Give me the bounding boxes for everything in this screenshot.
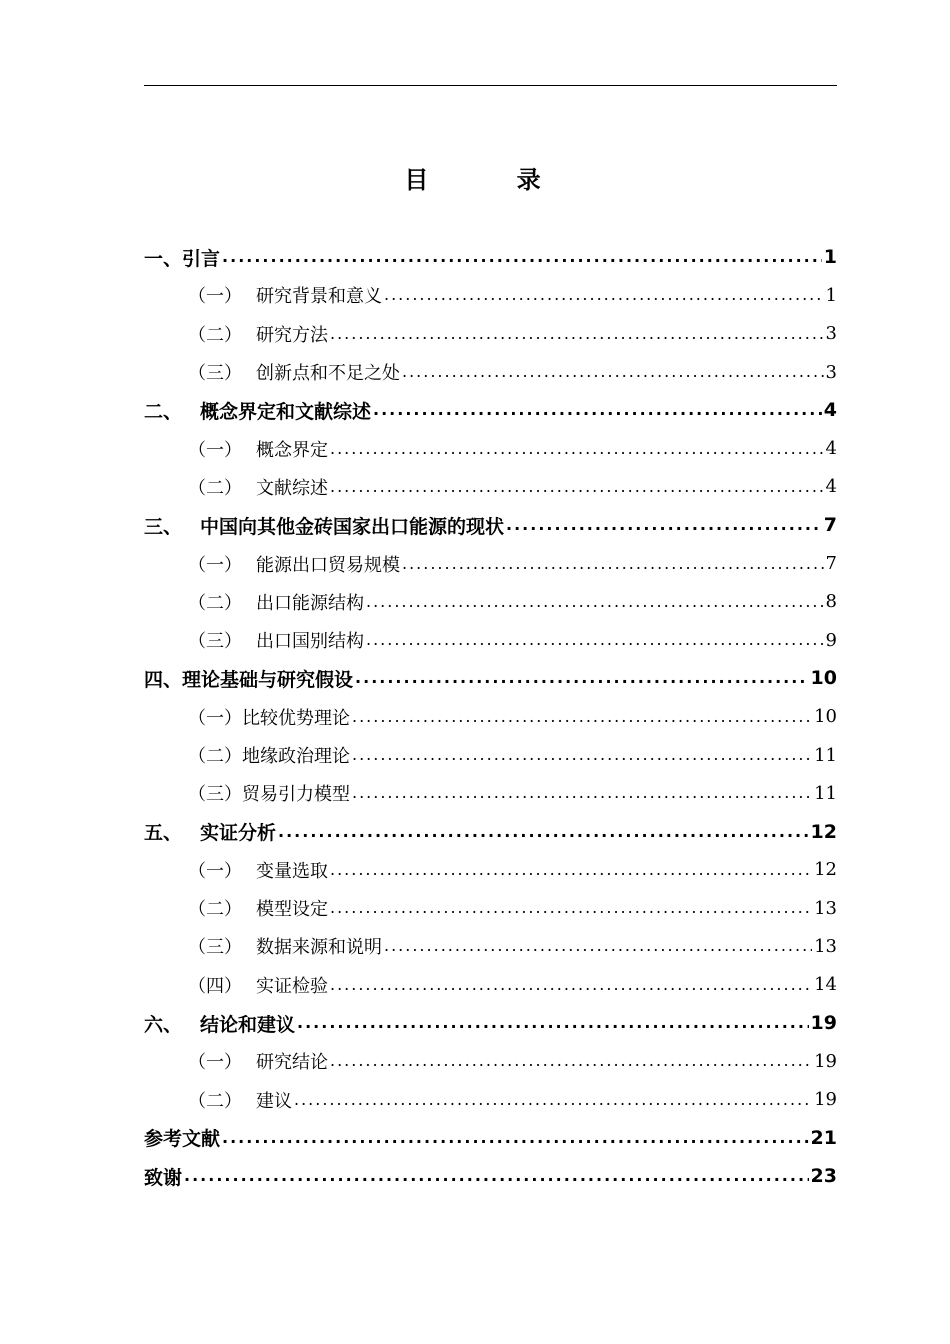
- toc-section-entry[interactable]: [144, 276, 837, 314]
- toc-entry-label: [188, 780, 350, 806]
- dot-leader: [355, 670, 809, 686]
- toc-section-entry[interactable]: [144, 1042, 837, 1080]
- toc-entry-number: （二）: [188, 477, 242, 499]
- dot-leader: [373, 402, 822, 418]
- toc-page-number: 4: [825, 476, 837, 498]
- toc-entry-number: 一、: [144, 247, 183, 270]
- toc-entry-text: 贸易引力模型: [242, 784, 350, 806]
- toc-entry-label: [188, 359, 400, 385]
- toc-entry-number: （二）: [188, 1090, 242, 1112]
- toc-entry-text: 引言: [182, 247, 221, 270]
- dot-leader: [352, 747, 812, 763]
- toc-entry-number: （二）: [188, 746, 242, 767]
- toc-page-number: 1: [823, 246, 837, 269]
- toc-entry-label: [188, 321, 328, 347]
- toc-entry-label: [144, 1010, 295, 1037]
- toc-entry-label: [144, 512, 504, 539]
- dot-leader: [352, 785, 812, 801]
- toc-chapter-entry[interactable]: [144, 1004, 837, 1042]
- toc-entry-number: （一）: [188, 554, 242, 576]
- toc-section-entry[interactable]: [144, 429, 837, 467]
- toc-entry-text: 创新点和不足之处: [256, 363, 400, 385]
- toc-entry-number: 五、: [144, 822, 183, 845]
- toc-section-entry[interactable]: [144, 774, 837, 812]
- toc-entry-number: 二、: [144, 400, 183, 423]
- toc-entry-label: [144, 1124, 220, 1151]
- toc-entry-label: [188, 474, 328, 500]
- toc-entry-number: （一）: [188, 286, 242, 308]
- toc-section-entry[interactable]: [144, 736, 837, 774]
- toc-page-number: 8: [825, 591, 837, 613]
- toc-entry-text: 研究背景和意义: [256, 286, 382, 308]
- toc-entry-text: 研究方法: [256, 324, 328, 346]
- toc-section-entry[interactable]: [144, 889, 837, 927]
- toc-entry-text: 数据来源和说明: [256, 937, 382, 959]
- toc-entry-text: 出口能源结构: [256, 592, 364, 614]
- toc-section-entry[interactable]: [144, 583, 837, 621]
- toc-page-number: 3: [825, 323, 837, 345]
- toc-section-entry[interactable]: [144, 1081, 837, 1119]
- dot-leader: [297, 1015, 809, 1031]
- toc-page-number: 19: [814, 1089, 837, 1111]
- toc-entry-label: [188, 589, 364, 615]
- toc-section-entry[interactable]: [144, 468, 837, 506]
- toc-entry-number: （三）: [188, 937, 242, 959]
- toc-entry-label: [188, 704, 350, 730]
- toc-entry-label: [188, 1087, 292, 1113]
- toc-entry-number: 三、: [144, 515, 183, 538]
- toc-entry-text: 出口国别结构: [256, 631, 364, 653]
- toc-entry-label: [188, 282, 382, 308]
- toc-entry-text: 理论基础与研究假设: [182, 668, 354, 691]
- toc-section-entry[interactable]: [144, 621, 837, 659]
- toc-entry-number: （二）: [188, 899, 242, 921]
- toc-entry-label: [144, 244, 220, 271]
- toc-entry-number: （一）: [188, 1052, 242, 1074]
- toc-entry-label: [188, 933, 382, 959]
- toc-section-entry[interactable]: [144, 698, 837, 736]
- dot-leader: [402, 556, 824, 572]
- toc-chapter-entry[interactable]: [144, 506, 837, 544]
- dot-leader: [402, 364, 824, 380]
- toc-page-number: 12: [814, 859, 837, 881]
- toc-page-number: 12: [810, 820, 837, 843]
- toc-entry-text: 参考文献: [144, 1128, 221, 1151]
- toc-entry-label: [144, 665, 353, 692]
- dot-leader: [384, 938, 812, 954]
- toc-page-number: 14: [814, 974, 837, 996]
- toc-entry-number: （三）: [188, 363, 242, 385]
- dot-leader: [330, 1053, 812, 1069]
- toc-section-entry[interactable]: [144, 927, 837, 965]
- toc-chapter-entry[interactable]: [144, 1119, 837, 1157]
- toc-entry-number: （二）: [188, 324, 242, 346]
- toc-entry-text: 地缘政治理论: [242, 746, 350, 767]
- header-rule: [144, 85, 837, 86]
- dot-leader: [366, 632, 824, 648]
- toc-page-number: 19: [810, 1012, 837, 1035]
- toc-section-entry[interactable]: [144, 851, 837, 889]
- dot-leader: [222, 249, 822, 265]
- dot-leader: [330, 977, 812, 993]
- toc-entry-text: 结论和建议: [200, 1013, 296, 1036]
- toc-entry-text: 致谢: [144, 1166, 183, 1189]
- dot-leader: [330, 900, 812, 916]
- toc-page-number: 10: [810, 667, 837, 690]
- toc-entry-label: [188, 857, 328, 883]
- toc-section-entry[interactable]: [144, 315, 837, 353]
- toc-page-number: 3: [825, 361, 837, 383]
- toc-entry-text: 概念界定: [256, 439, 328, 461]
- toc-entry-number: 四、: [144, 668, 183, 691]
- toc-entry-label: [144, 397, 371, 424]
- toc-page-number: 23: [810, 1165, 837, 1188]
- toc-entry-text: 实证分析: [200, 822, 277, 845]
- toc-entry-text: 变量选取: [256, 860, 328, 882]
- toc-page-number: 10: [814, 706, 837, 728]
- toc-entry-label: [188, 1048, 328, 1074]
- toc-entry-number: 六、: [144, 1013, 183, 1036]
- dot-leader: [330, 862, 812, 878]
- toc-entry-label: [188, 972, 328, 998]
- toc-page-number: 11: [814, 744, 837, 766]
- dot-leader: [506, 517, 822, 533]
- toc-section-entry[interactable]: [144, 353, 837, 391]
- toc-entry-text: 概念界定和文献综述: [200, 400, 372, 423]
- toc-page-number: 7: [825, 553, 837, 575]
- dot-leader: [352, 709, 812, 725]
- toc-page-number: 7: [823, 514, 837, 537]
- toc-entry-label: [188, 551, 400, 577]
- toc-entry-text: 文献综述: [256, 477, 328, 499]
- toc-entry-text: 研究结论: [256, 1052, 328, 1074]
- toc-page-number: 21: [810, 1126, 837, 1149]
- toc-entry-number: （一）: [188, 860, 242, 882]
- toc-entry-text: 模型设定: [256, 899, 328, 921]
- toc-entry-number: （三）: [188, 631, 242, 653]
- toc-section-entry[interactable]: [144, 544, 837, 582]
- toc-entry-number: （一）: [188, 707, 242, 729]
- toc-page-number: 4: [823, 399, 837, 422]
- toc-page-number: 13: [814, 935, 837, 957]
- toc-chapter-entry[interactable]: [144, 659, 837, 697]
- dot-leader: [330, 326, 824, 342]
- toc-entry-number: （三）: [188, 784, 242, 806]
- dot-leader: [294, 1092, 812, 1108]
- toc-title: 目 录: [404, 166, 581, 194]
- dot-leader: [184, 1168, 809, 1184]
- toc-entry-text: 建议: [256, 1090, 292, 1112]
- toc-page-number: 9: [825, 629, 837, 651]
- toc-entry-label: [144, 1163, 182, 1190]
- dot-leader: [222, 1130, 809, 1146]
- dot-leader: [330, 441, 824, 457]
- toc-entry-label: [188, 895, 328, 921]
- toc-page-number: 1: [825, 284, 837, 306]
- toc-page-number: 13: [814, 897, 837, 919]
- toc-entry-label: [188, 436, 328, 462]
- toc-entry-text: 能源出口贸易规模: [256, 554, 400, 576]
- dot-leader: [366, 594, 824, 610]
- dot-leader: [330, 479, 824, 495]
- toc-entry-text: 实证检验: [256, 975, 328, 997]
- toc-entry-text: 中国向其他金砖国家出口能源的现状: [200, 515, 505, 538]
- toc-chapter-entry[interactable]: [144, 238, 837, 276]
- toc-entry-text: 比较优势理论: [242, 707, 350, 729]
- dot-leader: [384, 287, 824, 303]
- toc-entry-number: （四）: [188, 975, 242, 997]
- toc-entry-number: （二）: [188, 592, 242, 614]
- toc-page-number: 11: [814, 782, 837, 804]
- table-of-contents: [144, 238, 837, 1195]
- dot-leader: [278, 824, 809, 840]
- toc-page-number: 19: [814, 1050, 837, 1072]
- toc-entry-label: [144, 818, 276, 845]
- toc-entry-number: （一）: [188, 439, 242, 461]
- toc-chapter-entry[interactable]: [144, 1157, 837, 1195]
- toc-chapter-entry[interactable]: [144, 812, 837, 850]
- toc-page-number: 4: [825, 438, 837, 460]
- toc-chapter-entry[interactable]: [144, 391, 837, 429]
- toc-entry-label: [188, 627, 364, 653]
- toc-entry-label: [188, 742, 350, 768]
- toc-section-entry[interactable]: [144, 966, 837, 1004]
